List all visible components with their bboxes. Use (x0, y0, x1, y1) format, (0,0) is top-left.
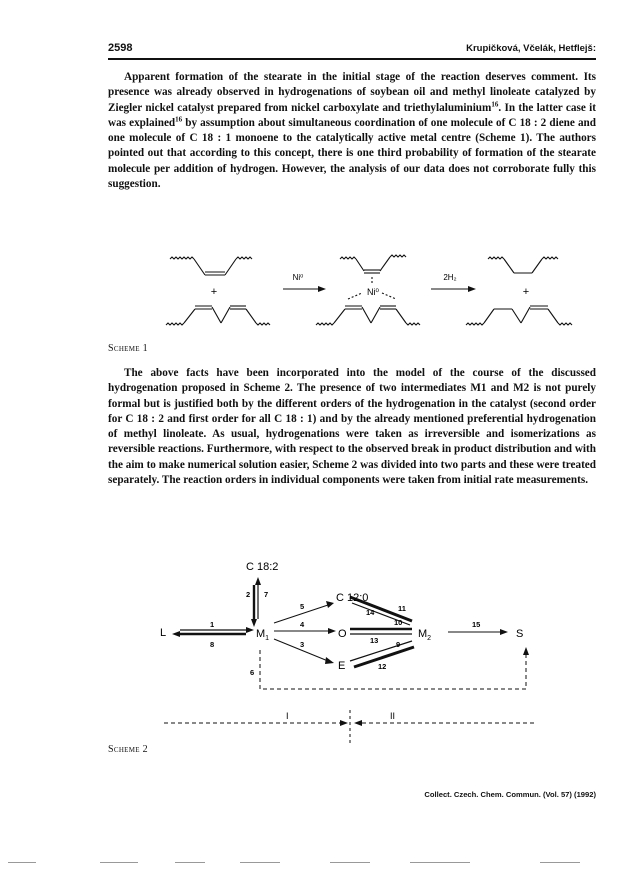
page-number: 2598 (108, 42, 133, 54)
reference-16: 16 (491, 99, 499, 108)
journal-footer: Collect. Czech. Chem. Commun. (Vol. 57) (1992) (424, 790, 596, 799)
node-e: E (338, 660, 346, 672)
paragraph-1-part-1: Apparent formation of the stearate in the initial stage of the reaction deserves comment. Its presence was already observed in hydrogenations of soybean oil and methyl linoleate catalyzed by Ziegler nickel catalyst prepared from nickel carboxylate and triethylaluminium (108, 71, 596, 114)
scan-artifact (330, 862, 370, 863)
scheme-1-caption: Scheme 1 (108, 343, 148, 354)
monoene-chain (170, 257, 194, 259)
node-m1-label: M (256, 628, 266, 640)
paragraph-2-text: The above facts have been incorporated into the model of the course of the discussed hydrogenation proposed in Scheme 2. The presence of two intermediates M1 and M2 is not purely formal but is justified both by the different orders of the hydrogenation in the catalyst (second order for C 18 : 2 and first order for all C 18 : 1) and by the already mentioned preferential hydrogenation of methyl linoleate. As usual, hydrogenations were taken as irreversible and isomerizations as reversible reactions. Furthermore, with respect to the observed break in product distribution and with the aim to make numerical solution easier, Scheme 2 was divided into two parts and these were treated separately. The reaction orders in individual components were taken from initial rate measurements. (108, 367, 596, 487)
reference-16: 16 (175, 115, 183, 124)
diene-chain (166, 323, 184, 325)
node-m2-label: M (418, 628, 428, 640)
reagent-hydrogen: 2H₂ (443, 273, 457, 282)
rate-label-1: 1 (210, 620, 215, 629)
rate-label-9: 9 (396, 640, 401, 649)
node-c18-2: C 18:2 (246, 561, 279, 573)
scan-artifact (240, 862, 280, 863)
node-l: L (160, 627, 167, 639)
rate-label-15: 15 (472, 620, 481, 629)
part-label-1: I (286, 711, 289, 721)
scan-artifact (8, 862, 36, 863)
node-m2-subscript: 2 (427, 635, 432, 642)
scan-artifact (100, 862, 138, 863)
rate-label-5: 5 (300, 602, 305, 611)
paragraph-1 (108, 70, 596, 192)
rate-label-11: 11 (398, 604, 406, 613)
scheme-2-diagram (150, 555, 550, 750)
scheme-1-plus: + (522, 286, 530, 298)
header-rule (108, 58, 596, 60)
node-m2 (418, 628, 431, 642)
node-s: S (516, 628, 524, 640)
node-m1-subscript: 1 (265, 635, 270, 642)
rate-label-12: 12 (378, 662, 387, 671)
rate-label-2: 2 (246, 590, 251, 599)
rate-label-14: 14 (366, 608, 375, 617)
rate-label-4: 4 (300, 620, 305, 629)
rate-label-3: 3 (300, 640, 305, 649)
scan-artifact (540, 862, 580, 863)
paragraph-1-part-3: by assumption about simultaneous coordination of one molecule of C 18 : 2 diene and one molecule of C 18 : 1 monoene to the catalytically active metal centre (Scheme 1). The authors pointed out that according to this concept, there is one third probability of formation of the stearate molecule per addition of hydrogen. However, the analysis of our data does not corroborate fully this suggestion. (108, 116, 596, 191)
part-label-2: II (390, 711, 396, 721)
reagent-nickel: Ni⁰ (292, 273, 304, 282)
node-o: O (338, 628, 347, 640)
scan-artifact (410, 862, 470, 863)
scheme-2-caption: Scheme 2 (108, 744, 148, 755)
scheme-1-diagram (108, 245, 596, 335)
rate-label-6: 6 (250, 668, 255, 677)
rate-label-10: 10 (394, 618, 403, 627)
running-head: Krupičková, Včelák, Hetflejš: (466, 43, 596, 54)
rate-label-8: 8 (210, 640, 215, 649)
node-c12-0: C 12:0 (336, 592, 369, 604)
scheme-1-plus: + (210, 286, 218, 298)
rate-label-13: 13 (370, 636, 379, 645)
rate-label-7: 7 (264, 590, 269, 599)
node-m1 (256, 628, 269, 642)
paragraph-2 (108, 366, 596, 488)
scan-artifact (175, 862, 205, 863)
nickel-complex-label: Ni⁰ (366, 287, 380, 297)
paragraph-1-part-2: . In the latter case it was explained (108, 101, 596, 129)
